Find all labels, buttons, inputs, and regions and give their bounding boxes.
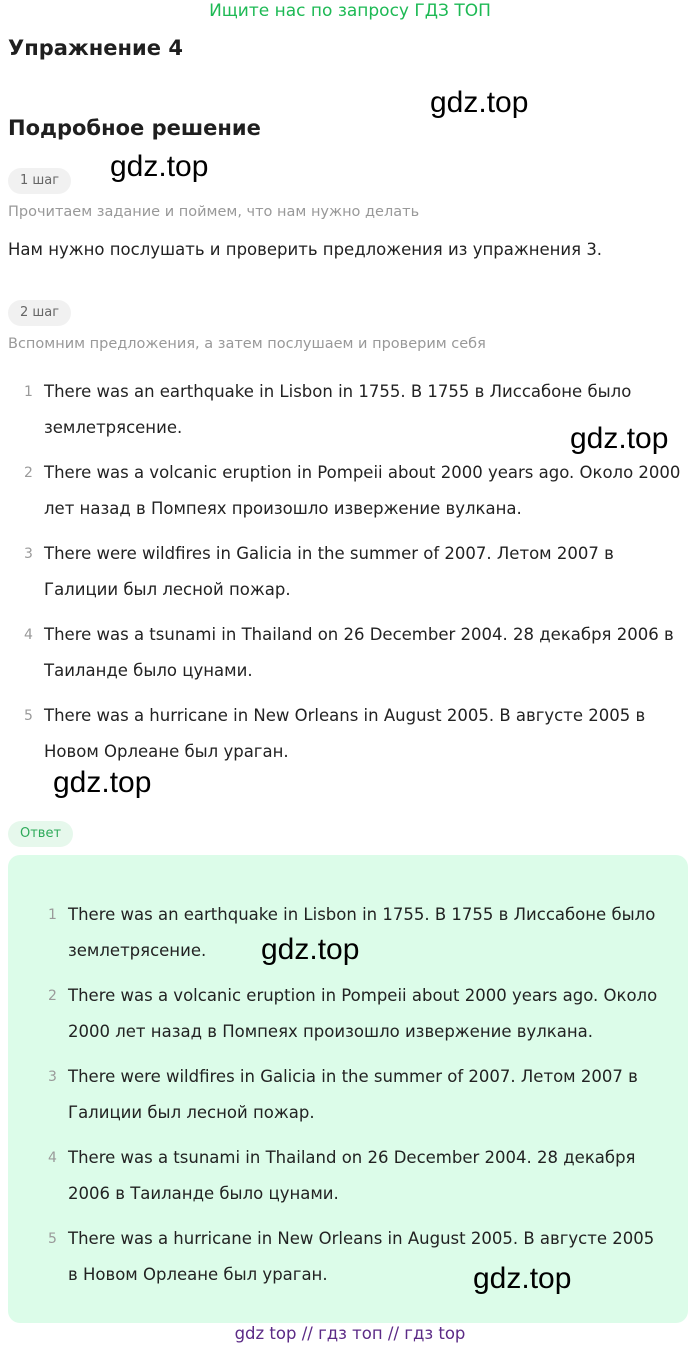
step-1-description: Прочитаем задание и поймем, что нам нужно делать (8, 204, 420, 220)
item-number: 3 (24, 546, 33, 562)
item-text: There was a volcanic eruption in Pompeii about 2000 years ago. Около 2000 лет назад в Помпеях произошло извержение вулкана. (44, 463, 681, 518)
item-text: There was an earthquake in Lisbon in 1755. В 1755 в Лиссабоне было землетрясение. (44, 382, 632, 437)
item-text: There were wildfires in Galicia in the summer of 2007. Летом 2007 в Галиции был лесной пожар. (44, 544, 614, 599)
step-2-description: Вспомним предложения, а затем послушаем и проверим себя (8, 336, 486, 352)
watermark: gdz.top (570, 422, 669, 455)
step-2-badge: 2 шаг (8, 300, 71, 326)
item-number: 4 (48, 1150, 57, 1166)
answer-box (8, 855, 688, 1323)
list-item (8, 536, 688, 608)
list-item (8, 455, 688, 527)
list-item (32, 978, 668, 1050)
step-1-badge: 1 шаг (8, 168, 71, 194)
item-number: 3 (48, 1069, 57, 1085)
footer: gdz top // гдз топ // гдз top (234, 1324, 466, 1343)
item-number: 1 (48, 907, 57, 923)
watermark: gdz.top (261, 933, 360, 966)
list-item (8, 698, 688, 770)
watermark: gdz.top (53, 766, 152, 799)
answer-badge: Ответ (8, 821, 73, 847)
item-text: There was a tsunami in Thailand on 26 December 2004. 28 декабря 2006 в Таиланде было цунами. (44, 625, 674, 680)
list-item (32, 1059, 668, 1131)
item-text: There were wildfires in Galicia in the summer of 2007. Летом 2007 в Галиции был лесной пожар. (68, 1067, 638, 1122)
item-number: 2 (24, 465, 33, 481)
list-item (32, 1221, 668, 1293)
item-number: 1 (24, 384, 33, 400)
top-banner[interactable]: Ищите нас по запросу ГДЗ ТОП (209, 1, 491, 21)
item-number: 4 (24, 627, 33, 643)
list-item (8, 617, 688, 689)
watermark: gdz.top (110, 150, 209, 183)
item-text: There was a volcanic eruption in Pompeii about 2000 years ago. Около 2000 лет назад в Помпеях произошло извержение вулкана. (68, 986, 658, 1041)
item-text: There was a hurricane in New Orleans in August 2005. В августе 2005 в Новом Орлеане был ураган. (68, 1229, 655, 1284)
item-text: There was an earthquake in Lisbon in 1755. В 1755 в Лиссабоне было землетрясение. (68, 905, 656, 960)
watermark: gdz.top (473, 1262, 572, 1295)
step-1-text: Нам нужно послушать и проверить предложения из упражнения 3. (8, 240, 603, 259)
list-item (32, 1140, 668, 1212)
exercise-title: Упражнение 4 (8, 36, 183, 60)
item-text: There was a tsunami in Thailand on 26 December 2004. 28 декабря 2006 в Таиланде было цунами. (68, 1148, 636, 1203)
solution-title: Подробное решение (8, 116, 261, 140)
item-number: 2 (48, 988, 57, 1004)
watermark: gdz.top (430, 86, 529, 119)
item-text: There was a hurricane in New Orleans in August 2005. В августе 2005 в Новом Орлеане был ураган. (44, 706, 646, 761)
item-number: 5 (24, 708, 33, 724)
item-number: 5 (48, 1231, 57, 1247)
